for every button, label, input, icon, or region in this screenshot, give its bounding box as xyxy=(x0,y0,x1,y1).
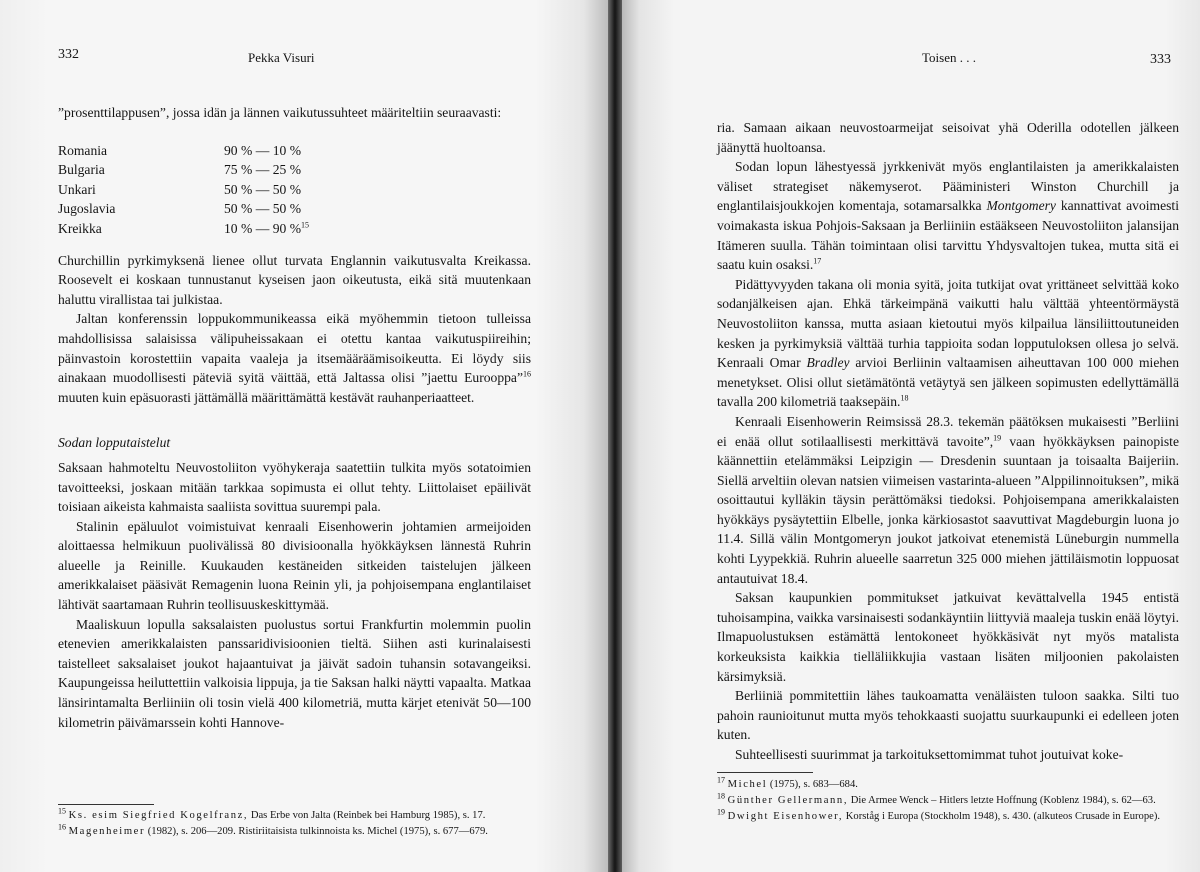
left-body-text xyxy=(58,103,531,732)
page-number-left: 332 xyxy=(58,47,79,62)
allocation-row xyxy=(58,141,531,161)
right-footnotes xyxy=(717,775,1179,826)
right-page xyxy=(622,0,1200,872)
footnote-18: $^{18}$ Günther Gellermann, Die Armee Wenck – Hitlers letzte Hoffnung (Koblenz 1984), s. 62—63. xyxy=(717,791,1156,806)
footnote-rule xyxy=(717,772,813,773)
footnote-ref-19: 19 xyxy=(993,432,1002,442)
right-body-text xyxy=(717,118,1179,765)
paragraph: Churchillin pyrkimyksenä lienee ollut turvata Englannin vaikutusvalta Kreikassa. Roosevelt ei koskaan tunnustanut kyseisen jaon oikeutusta, eikä sitä muutenkaan haluttu virallistaa tai julkistaa. xyxy=(58,252,531,307)
paragraph: Kenraali Eisenhowerin Reimsissä 28.3. tekemän päätöksen mukaisesti ”Berliini ei enää ollut sotilaallisesti merkittävä tavoite”,$^{19}$ vaan hyökkäyksen painopiste käännettiin etelämmäksi Leipzigin — Dresdenin suuntaan ja toisaalta Baijeriin. Siellä arveltiin olevan natsien viimeisen vastarinta-alueen ”Alppilinnoituksen”, mikä osoittautui kylläkin täysin perättömäksi tiedoksi. Pohjoisempana amerikkalaisten hyökkäys pysäytettiin Elbelle, jonka kärkiosastot saavuttivat Magdeburgin luona jo 11.4. Sillä välin Montgomeryn joukot jatkoivat etenemistä Lüneburgin nummella kohti Lyypekkiä. Ruhrin alueelle saarretun 325 000 miehen jättiläismotin loppuosat antautuivat 18.4. xyxy=(717,413,1179,586)
paragraph: Sodan lopun lähestyessä jyrkkenivät myös englantilaisten ja amerikkalaisten väliset strategiset näkemyserot. Pääministeri Winston Churchill ja englantilaisjoukkojen komentaja, sotamarsalkka Montgomery kannattivat avoimesti voimakasta iskua Pohjois-Saksaan ja Berliiniin estääkseen Neuvostoliiton jalansijan Itämeren suulla. Tähän toimintaan olisi tarvittu Yhdysvaltojen tukea, mutta sitä ei saatu kuin osaksi.$^{17}$ xyxy=(717,159,1179,273)
running-head-right: Toisen . . . xyxy=(922,50,976,65)
country-name: Bulgaria xyxy=(58,162,105,178)
paragraph: Maaliskuun lopulla saksalaisten puolustus sortui Frankfurtin molemmin puolin etenevien amerikkalaisten panssaridivisioonien tieltä. Siihen asti kurinalaisesti taistelleet saksalaiset joukot hajaantuivat ja jäivät sadoin tuhansin sotavangeiksi. Kaupungeissa heiluttettiin valkoisia lippuja, ja tie Saksan halki näytti vapaalta. Matkaa länsirintamalta Berliiniin oli tosin vielä 400 kilometriä, mutta kärjet etenivät 50—100 kilometrin päivämarssein kohti Hannove- xyxy=(58,616,531,730)
paragraph: Saksan kaupunkien pommitukset jatkuivat kevättalvella 1945 entistä tuhoisampina, vaikka varsinaisesti sodankäyntiin liittyviä maaleja tuskin enää löytyi. Ilmapuolustuksen estämättä lentokoneet hyökkäsivät nyt myös matalista korkeuksista kaikkia tielläliikkujia vastaan lisäten miljoonien pakolaisten kärsimyksiä. xyxy=(717,590,1179,684)
footnote-16: $^{16}$ Magenheimer (1982), s. 206—209. Ristiriitaisista tulkinnoista ks. Michel (1975), s. 677—679. xyxy=(58,822,488,837)
share-value: 90 % — 10 % xyxy=(224,142,302,158)
allocation-row xyxy=(58,199,531,219)
country-name: Jugoslavia xyxy=(58,201,116,217)
footnote-rule xyxy=(58,804,154,805)
section-heading: Sodan lopputaistelut xyxy=(58,435,171,451)
country-name: Kreikka xyxy=(58,220,102,236)
footnote-17: $^{17}$ Michel (1975), s. 683—684. xyxy=(717,775,858,790)
allocation-row xyxy=(58,219,531,239)
influence-allocation-table xyxy=(58,141,531,239)
country-name: Romania xyxy=(58,142,108,158)
paragraph: Jaltan konferenssin loppukommunikeassa eikä myöhemmin tietoon tulleissa mahdollisissa salaisissa välipuheissakaan ei otettu kantaa vaikutuspiireihin; päinvastoin korostettiin vapaita vaaleja ja itsemääräämisoikeutta. Ei löydy siis ainakaan muodollisesti päteviä syitä väittää, että Jaltassa olisi ”jaettu Eurooppa”$^{16}$ muuten kuin epäsuorasti jättämällä määrittämättä kestävät rauhanperiaatteet. xyxy=(58,311,531,405)
paragraph: ria. Samaan aikaan neuvostoarmeijat seisoivat yhä Oderilla odotellen jälkeen jäänyttä huoltoansa. xyxy=(717,120,1179,155)
footnote-ref-18: 18 xyxy=(900,393,909,403)
footnote-ref-15: 15 xyxy=(301,220,310,230)
page-number-right: 333 xyxy=(1150,52,1171,67)
footnote-ref-16: 16 xyxy=(523,369,531,379)
footnote-ref-17: 17 xyxy=(813,256,822,266)
footnote-19: $^{19}$ Dwight Eisenhower, Korståg i Europa (Stockholm 1948), s. 430. (alkuteos Crusade in Europe). xyxy=(717,807,1160,822)
paragraph: Pidättyvyyden takana oli monia syitä, joita tutkijat ovat yrittäneet selvittää koko sodanjälkeisen ajan. Ehkä tärkeimpänä vaikutti halu välttää yhteentörmäystä Neuvostoliiton kanssa, mutta asiaan kietoutui myös kilpailua länsiliittoutuneiden kesken ja pyrkimyksiä välttää turhia tappioita sodan lopputuloksen ollesa jo selvä. Kenraali Omar Bradley arvioi Berliinin valtaamisen aiheuttavan 100 000 miehen menetykset. Olisi ollut sietämätöntä vetäytyä sen jälkeen sopimusten edellyttämällä tavalla 200 kilometriä taaksepäin.$^{18}$ xyxy=(717,276,1179,410)
share-value: 50 % — 50 % xyxy=(224,181,302,197)
country-name: Unkari xyxy=(58,181,96,197)
share-value: 50 % — 50 % xyxy=(224,201,302,217)
allocation-row xyxy=(58,160,531,180)
paragraph: Saksaan hahmoteltu Neuvostoliiton vyöhykeraja saatettiin tulkita myös sotatoimien tavoitteeksi, joskaan mitään tarkkaa sopimusta ei ollut tehty. Liittolaiset epäilivät toisiaan aikeista kahmaista saaliista sovittua suurempi pala. xyxy=(58,459,531,515)
share-value: 75 % — 25 % xyxy=(224,162,302,178)
allocation-row xyxy=(58,180,531,200)
running-head-left: Pekka Visuri xyxy=(248,50,315,65)
paragraph: Suhteellisesti suurimmat ja tarkoituksettomimmat tuhot joutuivat koke- xyxy=(735,747,1124,762)
book-gutter xyxy=(608,0,622,872)
left-footnotes xyxy=(58,806,531,841)
share-value: 10 % — 90 %$^{15}$ xyxy=(224,220,310,236)
paragraph: Stalinin epäluulot voimistuivat kenraali Eisenhowerin johtamien armeijoiden aloittaessa helmikuun puolivälissä 80 divisioonalla hyökkäyksen lännestä Ruhrin alueelle ja Reinille. Kuukauden kestäneiden sitkeiden taistelujen jälkeen amerikkalaiset pääsivät Remagenin luona Reinin yli, ja pohjoisempana englantilaiset lähtivät saartamaan Ruhrin teollisuuskeskittymää. xyxy=(58,518,531,613)
intro-paragraph: ”prosenttilappusen”, jossa idän ja lännen vaikutussuhteet määriteltiin seuraavasti: xyxy=(58,105,502,120)
paragraph: Berliiniä pommitettiin lähes taukoamatta venäläisten tuloon saakka. Silti tuo pahoin raunioitunut mutta myös tehokkaasti suojattu suurkaupunki ei edelleen joten kuten. xyxy=(717,688,1179,743)
footnote-15: $^{15}$ Ks. esim Siegfried Kogelfranz, Das Erbe von Jalta (Reinbek bei Hamburg 1985), s. 17. xyxy=(58,806,486,821)
